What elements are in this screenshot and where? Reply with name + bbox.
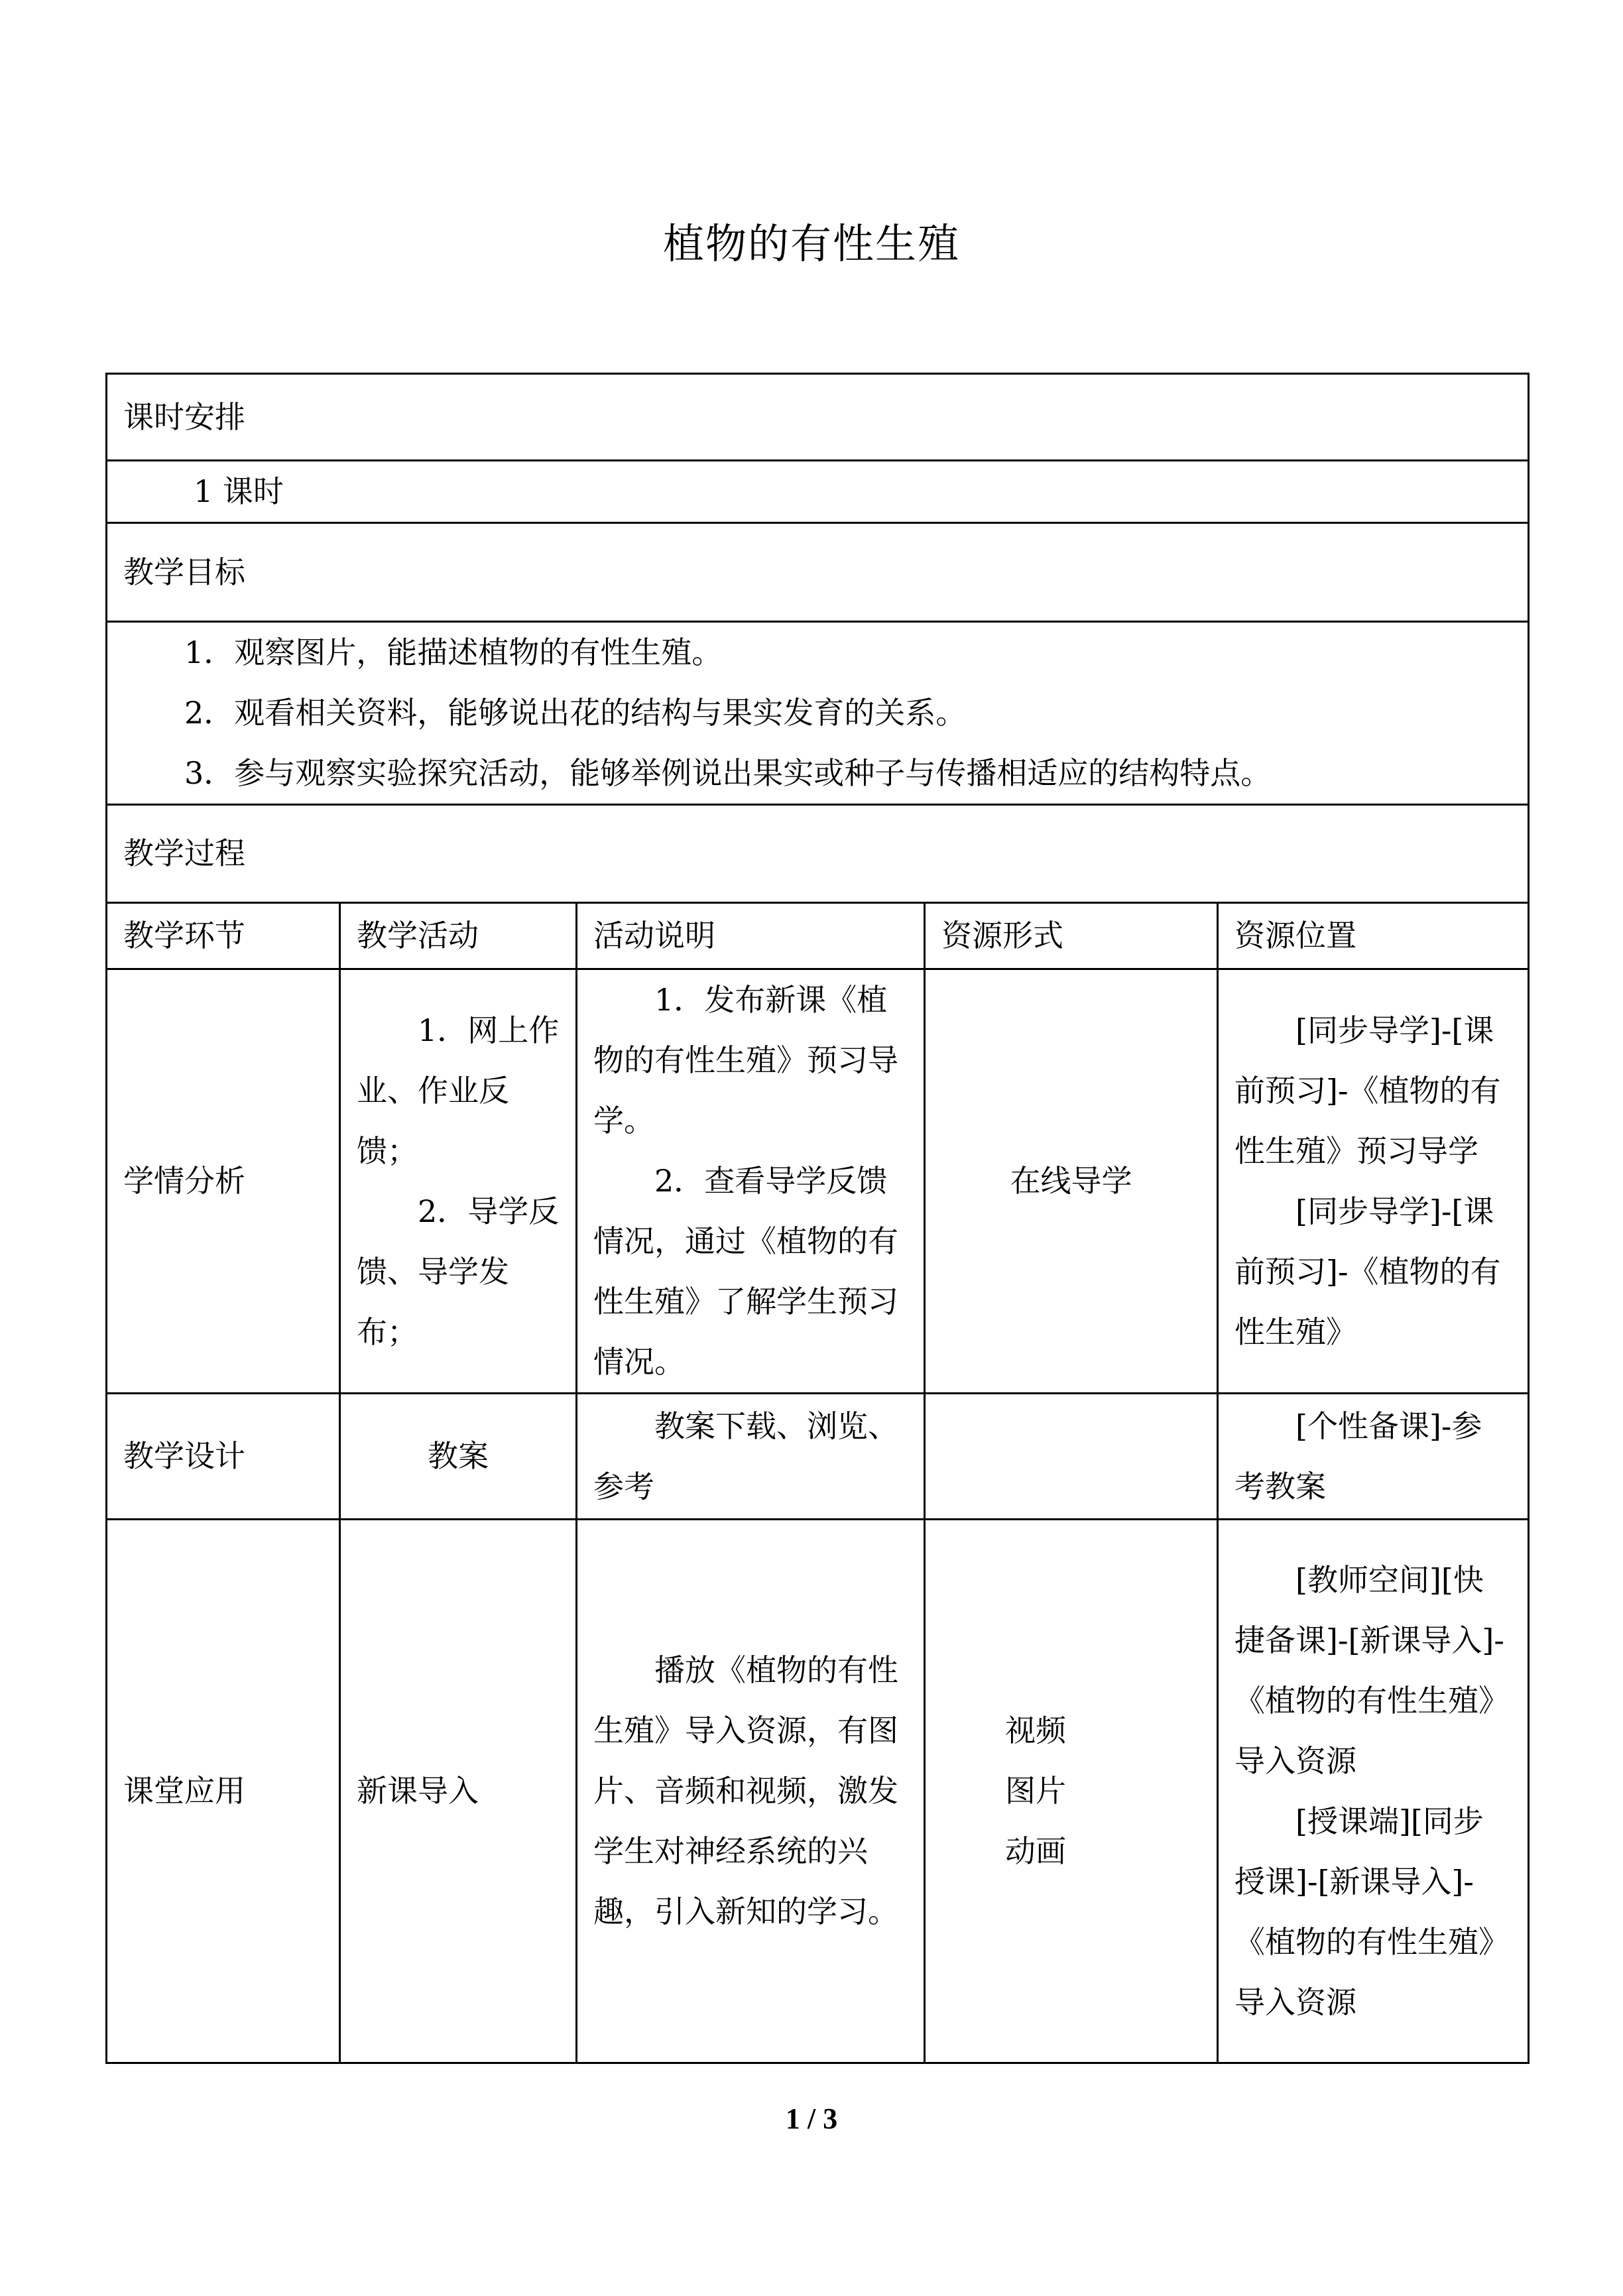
activity-cell: 新课导入 [340,1520,577,2063]
description-line: 播放《植物的有性生殖》导入资源，有图片、音频和视频，激发学生对神经系统的兴趣，引入新知的学习。 [593,1652,898,1929]
objective-item: 2．观看相关资料，能够说出花的结构与果实发育的关系。 [184,695,967,731]
column-header-resource-location: 资源位置 [1218,903,1529,969]
section-heading-schedule: 课时安排 [107,374,1529,461]
resource-location-cell [1218,969,1529,1394]
description-cell [577,1394,925,1520]
column-header-stage: 教学环节 [107,903,340,969]
activity-line: 2．导学反馈、导学发布； [357,1193,560,1350]
resource-form-cell [925,1394,1218,1520]
resource-form-cell: 在线导学 [925,969,1218,1394]
resource-location-cell [1218,1520,1529,2063]
resource-form-line: 图片 [1005,1773,1066,1809]
resource-location-line: [个性备课]-参考教案 [1234,1408,1482,1504]
objective-item: 3．参与观察实验探究活动，能够举例说出果实或种子与传播相适应的结构特点。 [184,755,1272,791]
description-line: 2．查看导学反馈情况，通过《植物的有性生殖》了解学生预习情况。 [593,1163,898,1380]
objectives-list [107,622,1529,805]
resource-form-line: 动画 [1005,1833,1066,1869]
resource-location-line: [同步导学]-[课前预习]-《植物的有性生殖》 [1234,1193,1501,1350]
description-line: 教案下载、浏览、参考 [593,1408,898,1504]
document-title: 植物的有性生殖 [662,219,960,268]
activity-line: 1．网上作业、作业反馈； [357,1012,560,1169]
activity-cell: 教案 [340,1394,577,1520]
resource-location-line: [授课端][同步授课]-[新课导入]-《植物的有性生殖》导入资源 [1234,1803,1509,2020]
description-line: 1．发布新课《植物的有性生殖》预习导学。 [593,982,898,1138]
column-header-activity: 教学活动 [340,903,577,969]
resource-form-cell [925,1520,1218,2063]
stage-cell: 学情分析 [107,969,340,1394]
stage-cell: 教学设计 [107,1394,340,1520]
resource-location-line: [教师空间][快捷备课]-[新课导入]-《植物的有性生殖》导入资源 [1234,1561,1509,1779]
resource-form-line: 视频 [1005,1713,1066,1748]
column-header-description: 活动说明 [577,903,925,969]
table-row [107,969,1529,1394]
lesson-plan-table [105,373,1530,2064]
activity-cell [340,969,577,1394]
schedule-value: 1 课时 [107,461,1529,523]
column-header-resource-form: 资源形式 [925,903,1218,969]
section-heading-objectives: 教学目标 [107,523,1529,622]
page-number: 1 / 3 [785,2102,838,2135]
table-row [107,1520,1529,2063]
table-row [107,1394,1529,1520]
resource-location-cell [1218,1394,1529,1520]
description-cell [577,969,925,1394]
description-cell [577,1520,925,2063]
stage-cell: 课堂应用 [107,1520,340,2063]
resource-location-line: [同步导学]-[课前预习]-《植物的有性生殖》预习导学 [1234,1012,1501,1169]
section-heading-process: 教学过程 [107,805,1529,903]
objective-item: 1．观察图片，能描述植物的有性生殖。 [184,634,723,670]
